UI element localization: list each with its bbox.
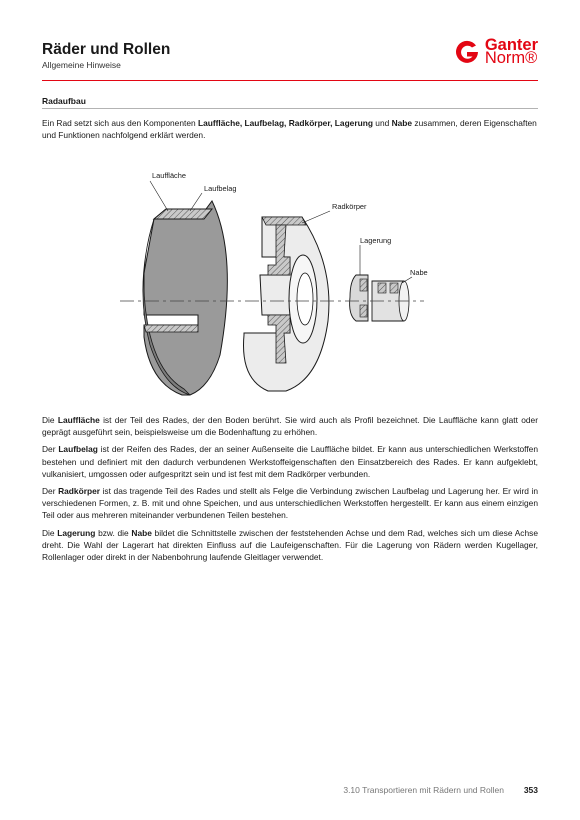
text-run: ist das tragende Teil des Rades und stellt als Felge die Verbindung zwischen Laufbelag und Lagerung her. Er wird in verschiedenen Formen, z. B. mit und ohne Speichen, und aus unterschiedlichen Werkstoffen hergestellt. Er kann aus einem einzigen Teil oder aus mehreren miteinander verbundenen Teilen bestehen. [42,486,539,521]
leader-lauffläche [150,181,168,211]
text-run: ist der Teil des Rades, der den Boden berührt. Sie wird auch als Profil bezeichnet. Die Lauffläche kann glatt oder geprägt ausgeführt sein, beispielsweise um die Bodenhaftung zu erhöhen. [42,415,538,438]
logo-sub-text: Norm® [484,49,538,67]
wheel-exploded-diagram [120,165,440,405]
leader-nabe [402,277,412,283]
body-text [42,414,538,568]
paragraph-lagerung [42,527,538,564]
paragraph-laufbelag [42,443,538,480]
paragraph-radkoerper [42,485,538,522]
text-run: Der [42,486,59,497]
page-subtitle: Allgemeine Hinweise [42,60,121,70]
label-lauffläche: Lauffläche [152,171,186,180]
bold-term: Lauffläche [57,415,100,425]
leader-radkoerper [302,211,330,223]
leader-laufbelag [190,193,202,211]
text-run: Die [42,415,58,425]
bold-term: Radkörper [58,486,100,497]
intro-paragraph [42,117,538,141]
tread-ring [143,201,227,395]
ganter-logo [454,38,538,66]
bold-term: Nabe [131,527,152,538]
section-heading: Radaufbau [42,96,86,106]
header-divider [42,80,538,81]
page-title: Räder und Rollen [42,41,171,58]
bearing [350,275,368,321]
page-header [42,36,538,71]
text-run: bzw. die [95,527,132,538]
ganter-g-icon [454,39,480,65]
bold-term: Lauffläche, Laufbelag, Radkörper, Lagerung [197,118,373,128]
bold-term: Laufbelag [58,444,98,455]
bold-term: Lagerung [57,527,96,538]
bold-term: Nabe [391,118,413,128]
label-nabe: Nabe [410,268,428,277]
text-run: bildet die Schnittstelle zwischen der feststehenden Achse und dem Rad, welches sich um diese Achse dreht. Die Wahl der Lagerart hat direkten Einfluss auf die Laufeigenschaften. Für die Lagerung von Rädern werden Kugellager, Rollenlager oder direkt in der Nabenbohrung laufende Gleitlager verwendet. [42,527,538,563]
text-run: und [372,118,392,128]
text-run: Ein Rad setzt sich aus den Komponenten [42,118,198,128]
text-run: Der [42,444,59,455]
page-number: 353 [523,785,538,795]
logo-brand-text: Ganter [484,36,538,54]
wheel-body [244,217,329,391]
text-run: Die [42,527,58,538]
footer-section-text: 3.10 Transportieren mit Rädern und Rollen [343,785,504,795]
text-run: zusammen, deren Eigenschaften und Funktionen nachfolgend erklärt werden. [42,118,537,141]
label-lagerung: Lagerung [360,236,392,245]
text-run: ist der Reifen des Rades, der an seiner Außenseite die Lauffläche bildet. Er kann aus unterschiedlichen Werkstoffen bestehen und definiert mit den dadurch verbundenen Werkstoffeigenschaften den Einsatzbereich des Rades. Er kann aufgeklebt, vulkanisiert, umgossen oder aufgespritzt sein und ist fest mit dem Radkörper verbunden. [42,444,538,479]
section-divider [42,108,538,109]
label-laufbelag: Laufbelag [204,184,237,193]
label-radkoerper: Radkörper [332,202,367,211]
paragraph-lauffläche [42,414,538,438]
